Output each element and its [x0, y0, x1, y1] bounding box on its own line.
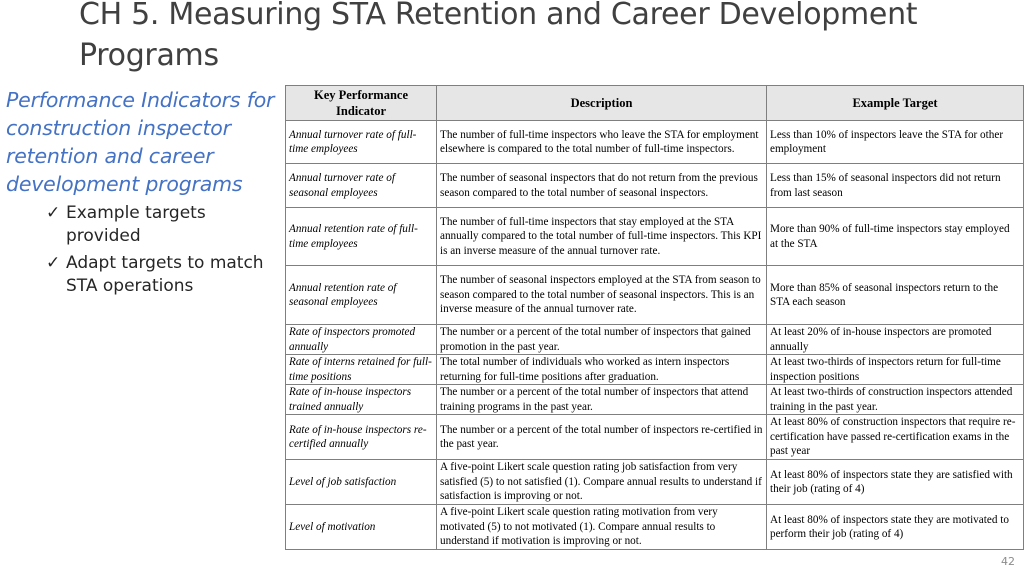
table-row [286, 164, 1024, 208]
indicator-cell: Rate of inspectors promoted annually [286, 325, 437, 355]
sidebar-heading: Performance Indicators for construction inspector retention and career development programs [6, 88, 275, 196]
indicator-cell: Annual turnover rate of full-time employees [286, 121, 437, 164]
table-row [286, 325, 1024, 355]
bullet-text: Adapt targets to match STA operations [66, 253, 264, 296]
page-title: CH 5. Measuring STA Retention and Career Development Programs [79, 0, 918, 73]
column-header-indicator: Key Performance Indicator [286, 86, 437, 121]
indicator-cell: Annual retention rate of full-time employees [286, 208, 437, 266]
bullet-item [46, 202, 284, 248]
bullet-item [46, 252, 284, 298]
target-cell: At least 80% of inspectors state they are satisfied with their job (rating of 4) [767, 460, 1024, 505]
target-cell: Less than 15% of seasonal inspectors did not return from last season [767, 164, 1024, 208]
table-row [286, 208, 1024, 266]
description-cell: The number or a percent of the total number of inspectors that attend training programs in the past year. [437, 385, 767, 415]
target-cell: At least 20% of in-house inspectors are promoted annually [767, 325, 1024, 355]
table-row [286, 355, 1024, 385]
description-cell: The number of full-time inspectors that stay employed at the STA annually compared to the total number of full-time inspectors. This KPI is an inverse measure of the annual turnover rate. [437, 208, 767, 266]
table-row [286, 121, 1024, 164]
target-cell: More than 90% of full-time inspectors stay employed at the STA [767, 208, 1024, 266]
description-cell: The number or a percent of the total number of inspectors that gained promotion in the past year. [437, 325, 767, 355]
indicator-cell: Rate of interns retained for full-time positions [286, 355, 437, 385]
target-cell: Less than 10% of inspectors leave the STA for other employment [767, 121, 1024, 164]
target-cell: At least 80% of construction inspectors that require re-certification have passed re-certification exams in the past year [767, 415, 1024, 460]
kpi-table [285, 85, 1024, 550]
table-row [286, 415, 1024, 460]
table-row [286, 460, 1024, 505]
target-cell: At least 80% of inspectors state they are motivated to perform their job (rating of 4) [767, 505, 1024, 550]
indicator-cell: Level of job satisfaction [286, 460, 437, 505]
indicator-cell: Annual retention rate of seasonal employees [286, 266, 437, 325]
table-row [286, 266, 1024, 325]
indicator-cell: Annual turnover rate of seasonal employees [286, 164, 437, 208]
checkmark-icon: ✓ [46, 253, 61, 273]
checkmark-icon: ✓ [46, 203, 61, 223]
description-cell: The number of seasonal inspectors that do not return from the previous season compared to the total number of seasonal inspectors. [437, 164, 767, 208]
description-cell: The total number of individuals who worked as intern inspectors returning for full-time positions after graduation. [437, 355, 767, 385]
description-cell: The number of full-time inspectors who leave the STA for employment elsewhere is compared to the total number of full-time inspectors. [437, 121, 767, 164]
table-row [286, 385, 1024, 415]
table-header-row [286, 86, 1024, 121]
description-cell: A five-point Likert scale question rating job satisfaction from very satisfied (5) to not satisfied (1). Compare annual results to understand if satisfaction is improving or not. [437, 460, 767, 505]
page-number: 42 [1001, 555, 1015, 568]
table-row [286, 505, 1024, 550]
target-cell: At least two-thirds of construction inspectors attended training in the past year. [767, 385, 1024, 415]
column-header-description: Description [437, 86, 767, 121]
indicator-cell: Rate of in-house inspectors trained annually [286, 385, 437, 415]
indicator-cell: Rate of in-house inspectors re-certified annually [286, 415, 437, 460]
description-cell: The number or a percent of the total number of inspectors re-certified in the past year. [437, 415, 767, 460]
bullet-text: Example targets provided [66, 203, 206, 246]
description-cell: A five-point Likert scale question rating motivation from very motivated (5) to not motivated (1). Compare annual results to understand if motivation is improving or not. [437, 505, 767, 550]
bullet-list [46, 202, 284, 298]
target-cell: At least two-thirds of inspectors return for full-time inspection positions [767, 355, 1024, 385]
target-cell: More than 85% of seasonal inspectors return to the STA each season [767, 266, 1024, 325]
indicator-cell: Level of motivation [286, 505, 437, 550]
description-cell: The number of seasonal inspectors employed at the STA from season to season compared to the total number of seasonal inspectors. This is an inverse measure of the annual turnover rate. [437, 266, 767, 325]
sidebar [6, 86, 284, 302]
column-header-target: Example Target [767, 86, 1024, 121]
